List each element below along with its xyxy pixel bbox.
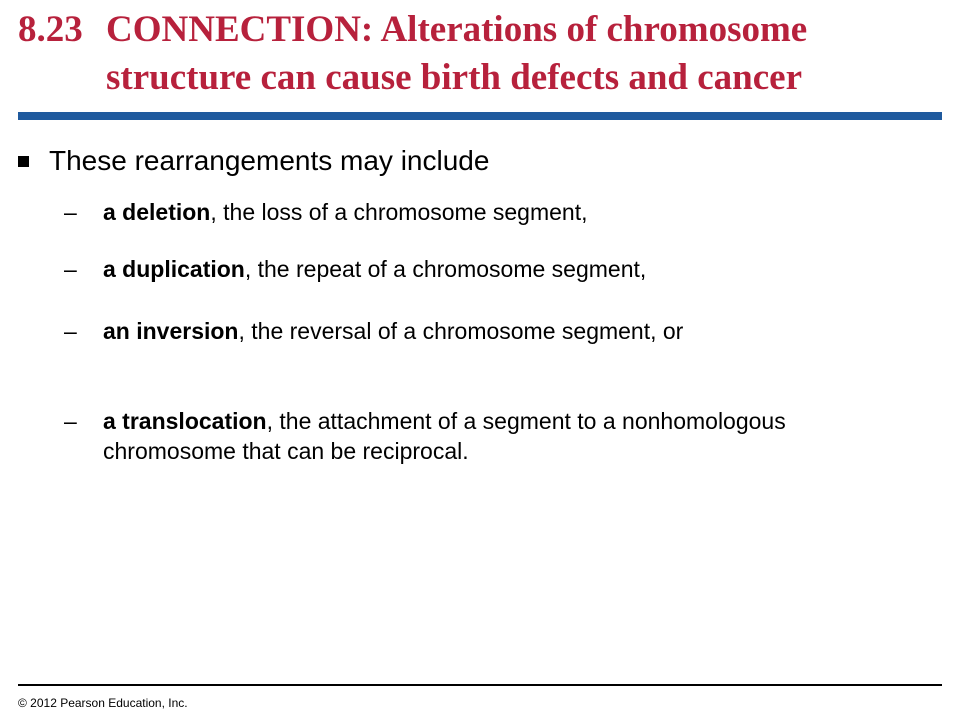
- definition-duplication: , the repeat of a chromosome segment,: [244, 256, 647, 282]
- footer-divider: [18, 684, 942, 686]
- dash-icon: –: [64, 256, 77, 282]
- term-translocation: a translocation: [103, 408, 267, 434]
- dash-icon: –: [64, 199, 77, 225]
- square-bullet-icon: [18, 156, 29, 167]
- title-divider: [18, 112, 942, 120]
- dash-icon: –: [64, 318, 77, 344]
- copyright-notice: © 2012 Pearson Education, Inc.: [18, 696, 188, 710]
- title-line-2: structure can cause birth defects and cancer: [106, 57, 803, 98]
- title-line-1: CONNECTION: Alterations of chromosome: [106, 9, 808, 50]
- dash-icon: –: [64, 408, 77, 434]
- definition-translocation: , the attachment of a segment to a nonhomologous chromosome that can be reciprocal.: [103, 408, 786, 464]
- definition-deletion: , the loss of a chromosome segment,: [210, 199, 588, 225]
- section-number: 8.23: [18, 9, 83, 50]
- main-bullet-text: These rearrangements may include: [49, 145, 490, 176]
- term-duplication: a duplication: [103, 256, 245, 282]
- term-inversion: an inversion: [103, 318, 239, 344]
- definition-inversion: , the reversal of a chromosome segment, or: [238, 318, 684, 344]
- term-deletion: a deletion: [103, 199, 211, 225]
